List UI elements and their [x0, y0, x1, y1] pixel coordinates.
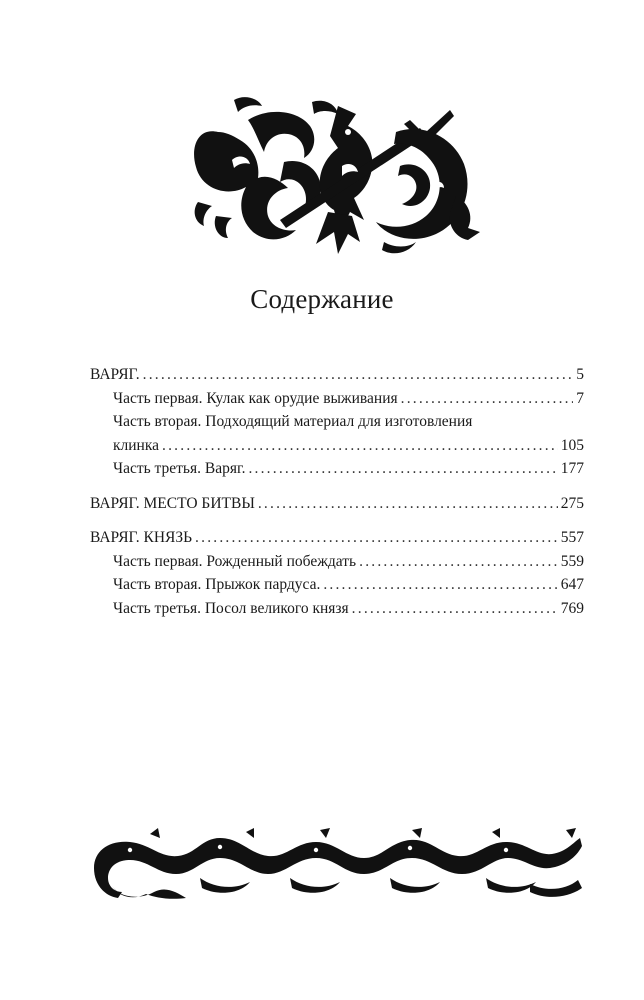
toc-leader-dots — [248, 457, 557, 481]
toc-leader-dots — [323, 573, 557, 597]
toc-page-number: 105 — [560, 436, 584, 454]
toc-page-number: 7 — [576, 389, 584, 407]
toc-entry-label: Часть третья. Посол великого князя — [113, 599, 349, 617]
toc-entry[interactable] — [90, 597, 584, 621]
toc-leader-dots — [143, 363, 574, 387]
toc-entry-label: ВАРЯГ. МЕСТО БИТВЫ — [90, 494, 255, 512]
toc-entry-label: Часть вторая. Прыжок пардуса. — [113, 576, 321, 593]
toc-page-number: 275 — [560, 494, 584, 512]
norse-dragon-ornament-icon — [188, 92, 488, 262]
toc-entry-label-line1[interactable]: Часть вторая. Подходящий материал для изготовления — [113, 413, 473, 430]
toc-entry[interactable] — [90, 434, 584, 458]
toc-entry-label: Часть первая. Рожденный побеждать — [113, 552, 357, 570]
toc-leader-dots — [162, 434, 558, 458]
toc-entry-label: Часть третья. Варяг. — [113, 460, 246, 477]
table-of-contents — [90, 363, 584, 620]
toc-entry[interactable] — [90, 457, 584, 481]
toc-leader-dots — [195, 526, 558, 550]
toc-entry[interactable] — [90, 550, 584, 574]
toc-page-number: 5 — [576, 366, 584, 383]
toc-entry[interactable] — [90, 573, 584, 597]
toc-entry-label: клинка — [113, 436, 160, 454]
page-title: Содержание — [250, 284, 394, 314]
toc-entry[interactable] — [90, 526, 584, 550]
toc-leader-dots — [352, 597, 558, 621]
toc-leader-dots — [258, 492, 558, 516]
toc-entry-label: Часть первая. Кулак как орудие выживания — [113, 389, 398, 407]
norse-beast-border-icon — [90, 828, 584, 900]
toc-entry[interactable] — [90, 363, 584, 387]
toc-leader-dots — [401, 387, 574, 411]
toc-page-number: 647 — [560, 576, 584, 593]
toc-leader-dots — [359, 550, 558, 574]
toc-page-number: 557 — [560, 529, 584, 546]
toc-page-number: 177 — [560, 460, 584, 477]
toc-page-number: 559 — [560, 552, 584, 570]
toc-entry[interactable] — [90, 492, 584, 516]
toc-entry-label: ВАРЯГ. КНЯЗЬ — [90, 529, 193, 546]
toc-entry[interactable] — [90, 387, 584, 411]
toc-entry-label: ВАРЯГ. — [90, 366, 140, 383]
toc-page-number: 769 — [560, 599, 584, 617]
